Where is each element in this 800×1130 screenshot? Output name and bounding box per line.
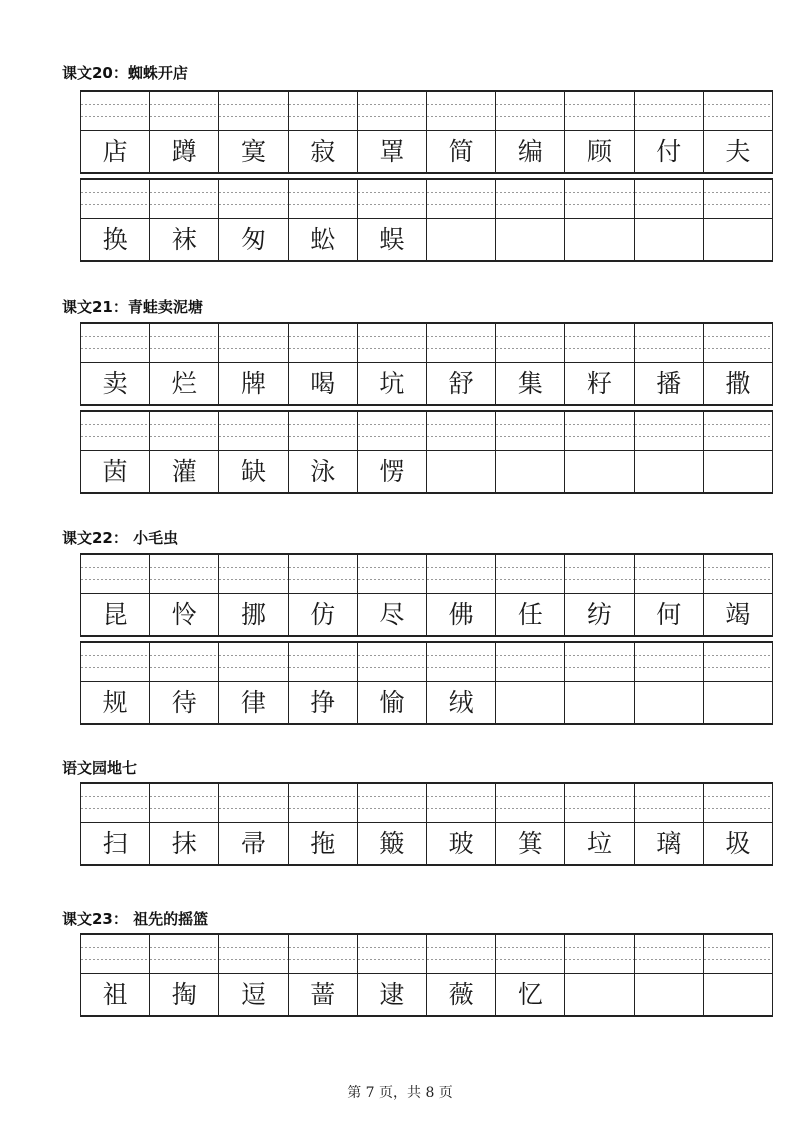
character-cell: 璃 xyxy=(634,822,703,866)
character-cell: 灌 xyxy=(149,450,218,494)
character-cell: 绒 xyxy=(426,681,495,725)
pinyin-cell xyxy=(495,410,564,450)
garden-7-title: 语文园地七 xyxy=(62,759,138,777)
character-cell: 挣 xyxy=(288,681,357,725)
character-cell: 何 xyxy=(634,593,703,637)
character-cell xyxy=(634,218,703,262)
pinyin-cell xyxy=(634,322,703,362)
character-cell: 撒 xyxy=(703,362,773,406)
pinyin-cell xyxy=(288,782,357,822)
pinyin-cell xyxy=(564,933,633,973)
pinyin-cell xyxy=(564,782,633,822)
lesson-23-title: 课文23： 祖先的摇篮 xyxy=(62,910,209,928)
pinyin-cell xyxy=(703,782,773,822)
pinyin-row xyxy=(80,553,773,593)
pinyin-cell xyxy=(149,178,218,218)
page-footer: 第 7 页，共 8 页 xyxy=(347,1085,453,1101)
character-cell: 集 xyxy=(495,362,564,406)
character-cell: 付 xyxy=(634,130,703,174)
pinyin-cell xyxy=(703,90,773,130)
character-cell: 忆 xyxy=(495,973,564,1017)
pinyin-cell xyxy=(149,410,218,450)
character-cell xyxy=(703,450,773,494)
pinyin-cell xyxy=(149,782,218,822)
pinyin-cell xyxy=(426,641,495,681)
pinyin-cell xyxy=(218,933,287,973)
character-cell: 祖 xyxy=(80,973,149,1017)
pinyin-cell xyxy=(426,553,495,593)
character-cell: 寞 xyxy=(218,130,287,174)
character-cell: 尽 xyxy=(357,593,426,637)
pinyin-cell xyxy=(357,641,426,681)
pinyin-cell xyxy=(288,178,357,218)
character-cell: 喝 xyxy=(288,362,357,406)
character-cell: 愣 xyxy=(357,450,426,494)
character-cell xyxy=(634,681,703,725)
pinyin-cell xyxy=(80,90,149,130)
character-cell: 抹 xyxy=(149,822,218,866)
character-cell: 缺 xyxy=(218,450,287,494)
character-cell xyxy=(495,681,564,725)
character-cell: 匆 xyxy=(218,218,287,262)
pinyin-cell xyxy=(288,410,357,450)
pinyin-cell xyxy=(149,641,218,681)
character-cell: 愉 xyxy=(357,681,426,725)
pinyin-cell xyxy=(149,553,218,593)
pinyin-cell xyxy=(288,90,357,130)
pinyin-cell xyxy=(357,178,426,218)
pinyin-cell xyxy=(288,641,357,681)
pinyin-cell xyxy=(703,553,773,593)
pinyin-cell xyxy=(218,782,287,822)
character-row xyxy=(80,822,773,866)
character-cell: 薇 xyxy=(426,973,495,1017)
pinyin-row xyxy=(80,782,773,822)
character-cell: 纺 xyxy=(564,593,633,637)
pinyin-cell xyxy=(495,782,564,822)
character-cell: 换 xyxy=(80,218,149,262)
pinyin-cell xyxy=(80,782,149,822)
pinyin-cell xyxy=(495,641,564,681)
pinyin-cell xyxy=(288,553,357,593)
character-cell: 蹲 xyxy=(149,130,218,174)
character-cell: 律 xyxy=(218,681,287,725)
character-cell xyxy=(564,681,633,725)
character-cell: 怜 xyxy=(149,593,218,637)
character-cell: 待 xyxy=(149,681,218,725)
character-row xyxy=(80,130,773,174)
pinyin-row xyxy=(80,933,773,973)
character-cell: 帚 xyxy=(218,822,287,866)
pinyin-cell xyxy=(634,410,703,450)
character-cell: 籽 xyxy=(564,362,633,406)
pinyin-cell xyxy=(288,322,357,362)
pinyin-cell xyxy=(357,322,426,362)
pinyin-cell xyxy=(80,641,149,681)
character-row xyxy=(80,218,773,262)
pinyin-cell xyxy=(357,410,426,450)
lesson-22-grid xyxy=(80,553,773,725)
character-cell: 蔷 xyxy=(288,973,357,1017)
pinyin-cell xyxy=(703,410,773,450)
character-cell: 簸 xyxy=(357,822,426,866)
character-cell: 竭 xyxy=(703,593,773,637)
character-row xyxy=(80,973,773,1017)
character-cell: 罩 xyxy=(357,130,426,174)
garden-7-grid xyxy=(80,782,773,866)
pinyin-row xyxy=(80,322,773,362)
character-cell: 袜 xyxy=(149,218,218,262)
character-cell: 逗 xyxy=(218,973,287,1017)
character-cell: 圾 xyxy=(703,822,773,866)
pinyin-cell xyxy=(634,90,703,130)
lesson-20-grid xyxy=(80,90,773,262)
pinyin-cell xyxy=(495,933,564,973)
lesson-21-grid xyxy=(80,322,773,494)
pinyin-cell xyxy=(703,178,773,218)
character-row xyxy=(80,681,773,725)
character-row xyxy=(80,450,773,494)
character-cell: 茵 xyxy=(80,450,149,494)
pinyin-cell xyxy=(426,410,495,450)
pinyin-cell xyxy=(80,178,149,218)
character-cell: 垃 xyxy=(564,822,633,866)
pinyin-cell xyxy=(703,641,773,681)
pinyin-cell xyxy=(218,641,287,681)
pinyin-cell xyxy=(564,178,633,218)
pinyin-cell xyxy=(357,782,426,822)
pinyin-cell xyxy=(149,322,218,362)
pinyin-cell xyxy=(149,933,218,973)
character-cell: 泳 xyxy=(288,450,357,494)
character-cell xyxy=(634,450,703,494)
character-cell: 牌 xyxy=(218,362,287,406)
character-cell: 顾 xyxy=(564,130,633,174)
lesson-20-title: 课文20：蜘蛛开店 xyxy=(62,64,188,82)
character-row xyxy=(80,593,773,637)
pinyin-cell xyxy=(218,322,287,362)
pinyin-cell xyxy=(80,410,149,450)
character-cell: 任 xyxy=(495,593,564,637)
character-cell: 佛 xyxy=(426,593,495,637)
character-cell: 舒 xyxy=(426,362,495,406)
pinyin-cell xyxy=(149,90,218,130)
pinyin-row xyxy=(80,90,773,130)
character-cell: 拖 xyxy=(288,822,357,866)
pinyin-cell xyxy=(218,178,287,218)
pinyin-cell xyxy=(288,933,357,973)
character-cell: 店 xyxy=(80,130,149,174)
pinyin-cell xyxy=(426,782,495,822)
character-row xyxy=(80,362,773,406)
character-cell: 烂 xyxy=(149,362,218,406)
pinyin-cell xyxy=(426,178,495,218)
character-cell xyxy=(426,218,495,262)
pinyin-cell xyxy=(495,553,564,593)
pinyin-cell xyxy=(426,90,495,130)
pinyin-cell xyxy=(218,553,287,593)
pinyin-cell xyxy=(357,933,426,973)
pinyin-cell xyxy=(357,553,426,593)
character-cell xyxy=(495,450,564,494)
character-cell: 简 xyxy=(426,130,495,174)
character-cell: 玻 xyxy=(426,822,495,866)
pinyin-cell xyxy=(564,410,633,450)
character-cell xyxy=(564,450,633,494)
character-cell xyxy=(495,218,564,262)
pinyin-cell xyxy=(495,90,564,130)
pinyin-cell xyxy=(564,322,633,362)
character-cell: 逮 xyxy=(357,973,426,1017)
pinyin-cell xyxy=(703,322,773,362)
character-cell: 寂 xyxy=(288,130,357,174)
character-cell xyxy=(426,450,495,494)
character-cell xyxy=(703,218,773,262)
pinyin-cell xyxy=(218,90,287,130)
character-cell: 规 xyxy=(80,681,149,725)
character-cell xyxy=(703,681,773,725)
pinyin-cell xyxy=(495,178,564,218)
pinyin-cell xyxy=(218,410,287,450)
pinyin-row xyxy=(80,641,773,681)
pinyin-cell xyxy=(80,322,149,362)
character-cell: 仿 xyxy=(288,593,357,637)
character-cell: 掏 xyxy=(149,973,218,1017)
pinyin-cell xyxy=(634,641,703,681)
character-cell xyxy=(564,218,633,262)
pinyin-row xyxy=(80,410,773,450)
character-cell: 坑 xyxy=(357,362,426,406)
character-cell: 箕 xyxy=(495,822,564,866)
character-cell xyxy=(634,973,703,1017)
pinyin-cell xyxy=(426,933,495,973)
character-cell xyxy=(564,973,633,1017)
pinyin-cell xyxy=(634,553,703,593)
character-cell: 卖 xyxy=(80,362,149,406)
lesson-21-title: 课文21：青蛙卖泥塘 xyxy=(62,298,203,316)
pinyin-row xyxy=(80,178,773,218)
character-cell: 扫 xyxy=(80,822,149,866)
pinyin-cell xyxy=(564,553,633,593)
character-cell: 夫 xyxy=(703,130,773,174)
character-cell xyxy=(703,973,773,1017)
character-cell: 编 xyxy=(495,130,564,174)
pinyin-cell xyxy=(426,322,495,362)
pinyin-cell xyxy=(634,178,703,218)
character-cell: 蚣 xyxy=(288,218,357,262)
pinyin-cell xyxy=(564,641,633,681)
pinyin-cell xyxy=(703,933,773,973)
character-cell: 昆 xyxy=(80,593,149,637)
character-cell: 蜈 xyxy=(357,218,426,262)
pinyin-cell xyxy=(80,553,149,593)
character-cell: 挪 xyxy=(218,593,287,637)
pinyin-cell xyxy=(495,322,564,362)
lesson-23-grid xyxy=(80,933,773,1017)
pinyin-cell xyxy=(634,933,703,973)
lesson-22-title: 课文22： 小毛虫 xyxy=(62,529,179,547)
pinyin-cell xyxy=(80,933,149,973)
pinyin-cell xyxy=(634,782,703,822)
pinyin-cell xyxy=(564,90,633,130)
character-cell: 播 xyxy=(634,362,703,406)
pinyin-cell xyxy=(357,90,426,130)
